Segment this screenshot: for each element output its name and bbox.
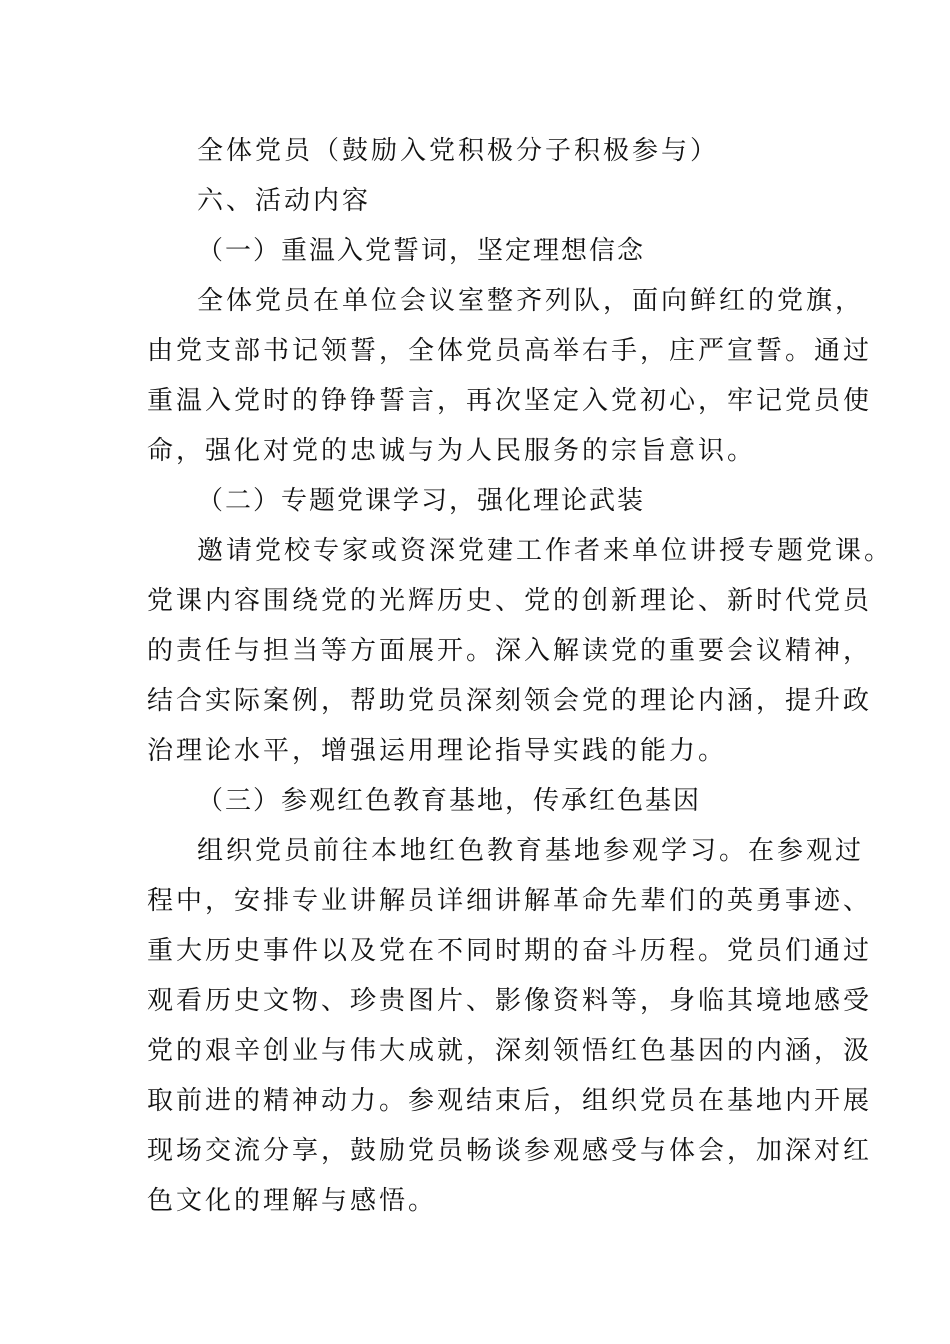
paragraph-line: 治理论水平，增强运用理论指导实践的能力。 xyxy=(147,736,728,766)
participants-line: 全体党员（鼓励入党积极分子积极参与） xyxy=(197,136,720,166)
paragraph-line: 邀请党校专家或资深党建工作者来单位讲授专题党课。 xyxy=(197,536,894,566)
paragraph-line: 由党支部书记领誓，全体党员高举右手，庄严宣誓。通过 xyxy=(147,336,873,366)
paragraph-line: 结合实际案例，帮助党员深刻领会党的理论内涵，提升政 xyxy=(147,686,873,716)
paragraph-line: 色文化的理解与感悟。 xyxy=(147,1186,438,1216)
paragraph-line: 观看历史文物、珍贵图片、影像资料等，身临其境地感受 xyxy=(147,986,873,1016)
paragraph-line: 党课内容围绕党的光辉历史、党的创新理论、新时代党员 xyxy=(147,586,873,616)
subsection-1-heading: （一）重温入党誓词，坚定理想信念 xyxy=(197,236,646,266)
paragraph-line: 党的艰辛创业与伟大成就，深刻领悟红色基因的内涵，汲 xyxy=(147,1036,873,1066)
paragraph-line: 现场交流分享，鼓励党员畅谈参观感受与体会，加深对红 xyxy=(147,1136,873,1166)
paragraph-line: 全体党员在单位会议室整齐列队，面向鲜红的党旗， xyxy=(197,286,865,316)
paragraph-line: 重温入党时的铮铮誓言，再次坚定入党初心，牢记党员使 xyxy=(147,386,873,416)
paragraph-line: 程中，安排专业讲解员详细讲解革命先辈们的英勇事迹、 xyxy=(147,886,873,916)
section-six-heading: 六、活动内容 xyxy=(197,186,372,216)
subsection-2-heading: （二）专题党课学习，强化理论武装 xyxy=(197,486,646,516)
paragraph-line: 的责任与担当等方面展开。深入解读党的重要会议精神， xyxy=(147,636,873,666)
paragraph-line: 取前进的精神动力。参观结束后，组织党员在基地内开展 xyxy=(147,1086,873,1116)
paragraph-line: 命，强化对党的忠诚与为人民服务的宗旨意识。 xyxy=(147,436,757,466)
paragraph-line: 重大历史事件以及党在不同时期的奋斗历程。党员们通过 xyxy=(147,936,873,966)
paragraph-line: 组织党员前往本地红色教育基地参观学习。在参观过 xyxy=(197,836,865,866)
subsection-3-heading: （三）参观红色教育基地，传承红色基因 xyxy=(197,786,702,816)
